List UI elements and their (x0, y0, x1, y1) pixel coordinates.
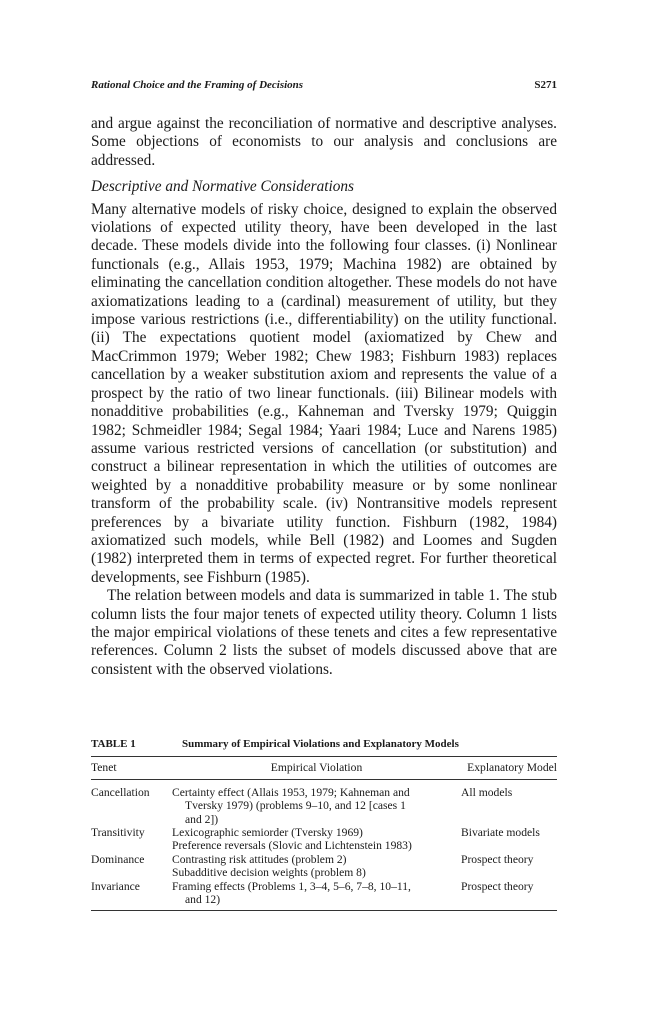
row-model: Bivariate models (461, 826, 540, 840)
row-violation (172, 786, 461, 826)
violation-line: Contrasting risk attitudes (problem 2) (172, 852, 347, 866)
violation-line: Tversky 1979) (problems 9–10, and 12 [cases 1 (185, 799, 406, 813)
row-tenet: Cancellation (91, 785, 150, 799)
violation-line: and 2]) (185, 812, 219, 826)
running-head-title: Rational Choice and the Framing of Decisions (91, 79, 304, 91)
section-heading: Descriptive and Normative Considerations (91, 178, 354, 196)
row-model: Prospect theory (461, 852, 534, 866)
row-tenet: Dominance (91, 852, 145, 866)
table-row (91, 880, 557, 907)
body-text (91, 115, 557, 679)
table-bottom-rule (91, 910, 557, 911)
row-tenet: Transitivity (91, 826, 145, 840)
violation-line: Preference reversals (Slovic and Lichtenstein 1983) (172, 839, 412, 853)
page-number: S271 (534, 79, 557, 91)
paragraph-3: The relation between models and data is summarized in table 1. The stub column lists the four major tenets of expected utility theory. Column 1 lists the major empirical violations of these tenets and cites a few representative references. Column 2 lists the subset of models discussed above that are consistent with the observed violations. (91, 587, 557, 678)
table-row (91, 853, 557, 880)
table-row (91, 826, 557, 853)
row-violation (172, 880, 461, 907)
header-empirical-violation: Empirical Violation (270, 761, 363, 775)
violation-line: Framing effects (Problems 1, 3–4, 5–6, 7–8, 10–11, (172, 879, 411, 893)
paragraph-1: and argue against the reconciliation of normative and descriptive analyses. Some objections of economists to our analysis and conclusions are addressed. (91, 115, 557, 169)
header-explanatory-model: Explanatory Model (467, 761, 557, 775)
table-title: Summary of Empirical Violations and Explanatory Models (182, 738, 459, 750)
violation-line: and 12) (185, 893, 221, 907)
table-caption (91, 738, 557, 756)
table-body (91, 780, 557, 911)
row-violation (172, 826, 461, 853)
header-tenet: Tenet (91, 761, 117, 775)
violation-line: Subadditive decision weights (problem 8) (172, 866, 366, 880)
violation-line: Lexicographic semiorder (Tversky 1969) (172, 826, 363, 840)
paragraph-2: Many alternative models of risky choice, designed to explain the observed violations of expected utility theory, have been developed in the last decade. These models divide into the following four classes. (i) Nonlinear functionals (e.g., Allais 1953, 1979; Machina 1982) are obtained by eliminating the cancellation condition altogether. These models do not have axiomatizations leading to a (cardinal) measurement of utility, but they impose various restrictions (i.e., differentiability) on the utility functional. (ii) The expectations quotient model (axiomatized by Chew and MacCrimmon 1979; Weber 1982; Chew 1983; Fishburn 1983) replaces cancellation by a weaker substitution axiom and represents the value of a prospect by the ratio of two linear functionals. (iii) Bilinear models with nonadditive probabilities (e.g., Kahneman and Tversky 1979; Quiggin 1982; Schmeidler 1984; Segal 1984; Yaari 1984; Luce and Narens 1985) assume various restricted versions of cancellation (or substitution) and construct a bilinear representation in which the utilities of outcomes are weighted by a nonadditive probability measure or by some nonlinear transform of the probability scale. (iv) Nontransitive models represent preferences by a bivariate utility function. Fishburn (1982, 1984) axiomatized such models, while Bell (1982) and Loomes and Sugden (1982) interpreted them in terms of expected regret. For further theoretical developments, see Fishburn (1985). (91, 200, 557, 586)
table-number: TABLE 1 (91, 738, 136, 750)
row-model: Prospect theory (461, 879, 534, 893)
running-head (91, 79, 557, 95)
table-1 (91, 738, 557, 911)
row-tenet: Invariance (91, 879, 140, 893)
row-violation (172, 853, 461, 880)
table-header-row (91, 757, 557, 778)
row-model: All models (461, 785, 513, 799)
table-row (91, 786, 557, 826)
violation-line: Certainty effect (Allais 1953, 1979; Kahneman and (172, 785, 410, 799)
page-content (91, 79, 557, 679)
